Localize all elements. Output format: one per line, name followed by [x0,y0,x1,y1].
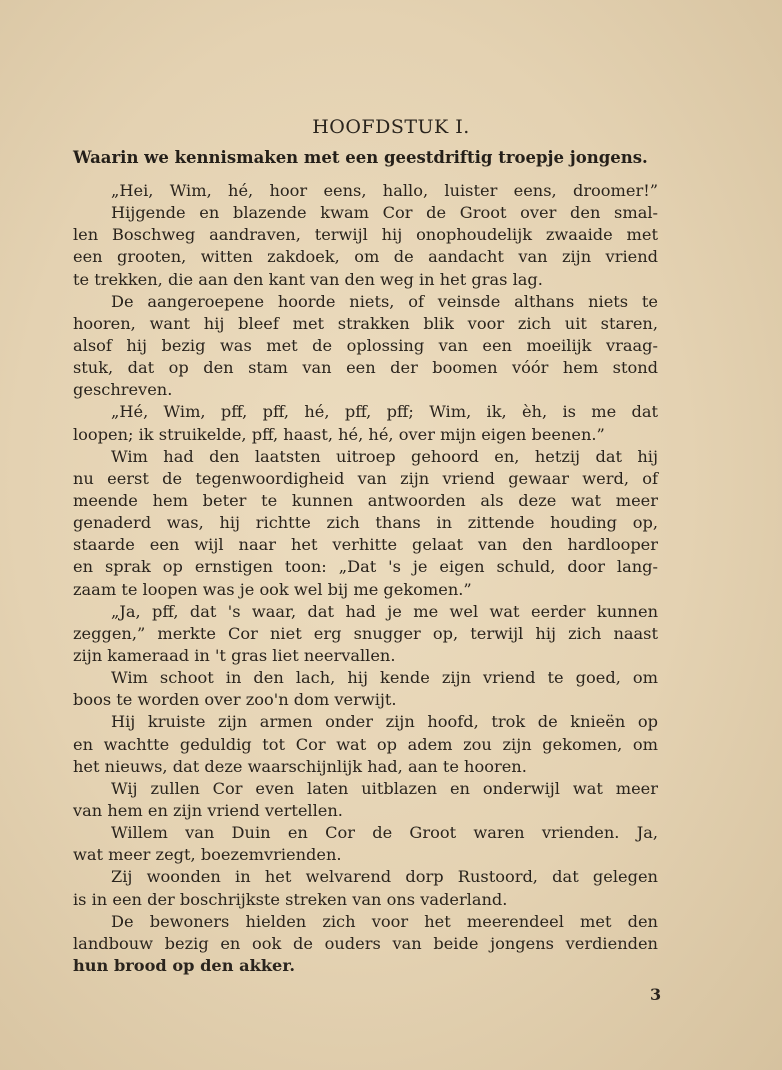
text-line: geschreven. [73,380,173,400]
text-line: Hij kruiste zijn armen onder zijn hoofd, trok de knieën op [111,712,658,732]
text-line: wat meer zegt, boezemvrienden. [73,845,342,865]
text-line: landbouw bezig en ook de ouders van beide jongens verdienden [73,933,658,953]
text-line: „Ja, pff, dat 's waar, dat had je me wel wat eerder kunnen [111,601,658,621]
text-line: en wachtte geduldig tot Cor wat op adem zou zijn gekomen, om [73,734,658,754]
text-line: staarde een wijl naar het verhitte gelaat van den hardlooper [73,535,658,555]
text-line: alsof hij bezig was met de oplossing van een moeilijk vraag- [73,335,658,355]
page-number: 3 [650,985,662,1004]
text-line: en sprak op ernstigen toon: „Dat 's je eigen schuld, door lang- [73,557,658,577]
text-line: hooren, want hij bleef met strakken blik voor zich uit staren, [73,313,658,333]
text-line: van hem en zijn vriend vertellen. [73,800,343,820]
text-line: boos te worden over zoo'n dom verwijt. [73,690,397,710]
text-line: len Boschweg aandraven, terwijl hij onophoudelijk zwaaide met [73,225,658,245]
text-line: Wim had den laatsten uitroep gehoord en, hetzij dat hij [111,446,658,466]
text-line: nu eerst de tegenwoordigheid van zijn vriend gewaar werd, of [73,468,658,488]
text-line: „Hei, Wim, hé, hoor eens, hallo, luister eens, droomer!” [111,181,658,200]
text-line: genaderd was, hij richtte zich thans in zittende houding op, [73,513,658,533]
text-line: Hijgende en blazende kwam Cor de Groot over den smal- [111,203,658,223]
body-text [73,180,658,977]
text-line: is in een der boschrijkste streken van ons vaderland. [73,889,508,909]
text-line: een grooten, witten zakdoek, om de aandacht van zijn vriend [73,247,658,267]
text-line: het nieuws, dat deze waarschijnlijk had, aan te hooren. [73,756,527,776]
text-line: „Hé, Wim, pff, pff, hé, pff, pff; Wim, ik, èh, is me dat [111,402,658,422]
text-line: De bewoners hielden zich voor het meerendeel met den [111,911,658,931]
chapter-heading: HOOFDSTUK I. [312,116,470,138]
text-line: zaam te loopen was je ook wel bij me gekomen.” [73,579,472,599]
text-line: Wim schoot in den lach, hij kende zijn vriend te goed, om [111,668,658,688]
text-line: De aangeroepene hoorde niets, of veinsde althans niets te [111,291,658,311]
text-line: Wij zullen Cor even laten uitblazen en onderwijl wat meer [111,778,658,798]
text-line: zeggen,” merkte Cor niet erg snugger op, terwijl hij zich naast [73,623,658,643]
text-line: Zij woonden in het welvarend dorp Rustoord, dat gelegen [111,867,658,887]
text-line: te trekken, die aan den kant van den weg in het gras lag. [73,269,543,289]
text-line: Willem van Duin en Cor de Groot waren vrienden. Ja, [111,823,658,843]
text-line: stuk, dat op den stam van een der boomen vóór hem stond [73,358,658,378]
text-line: loopen; ik struikelde, pff, haast, hé, hé, over mijn eigen beenen.” [73,424,605,444]
text-line: hun brood op den akker. [73,955,296,975]
text-line: meende hem beter te kunnen antwoorden als deze wat meer [73,490,658,510]
text-line: zijn kameraad in 't gras liet neervallen. [73,645,396,665]
chapter-subtitle: Waarin we kennismaken met een geestdriftig troepje jongens. [73,148,648,167]
